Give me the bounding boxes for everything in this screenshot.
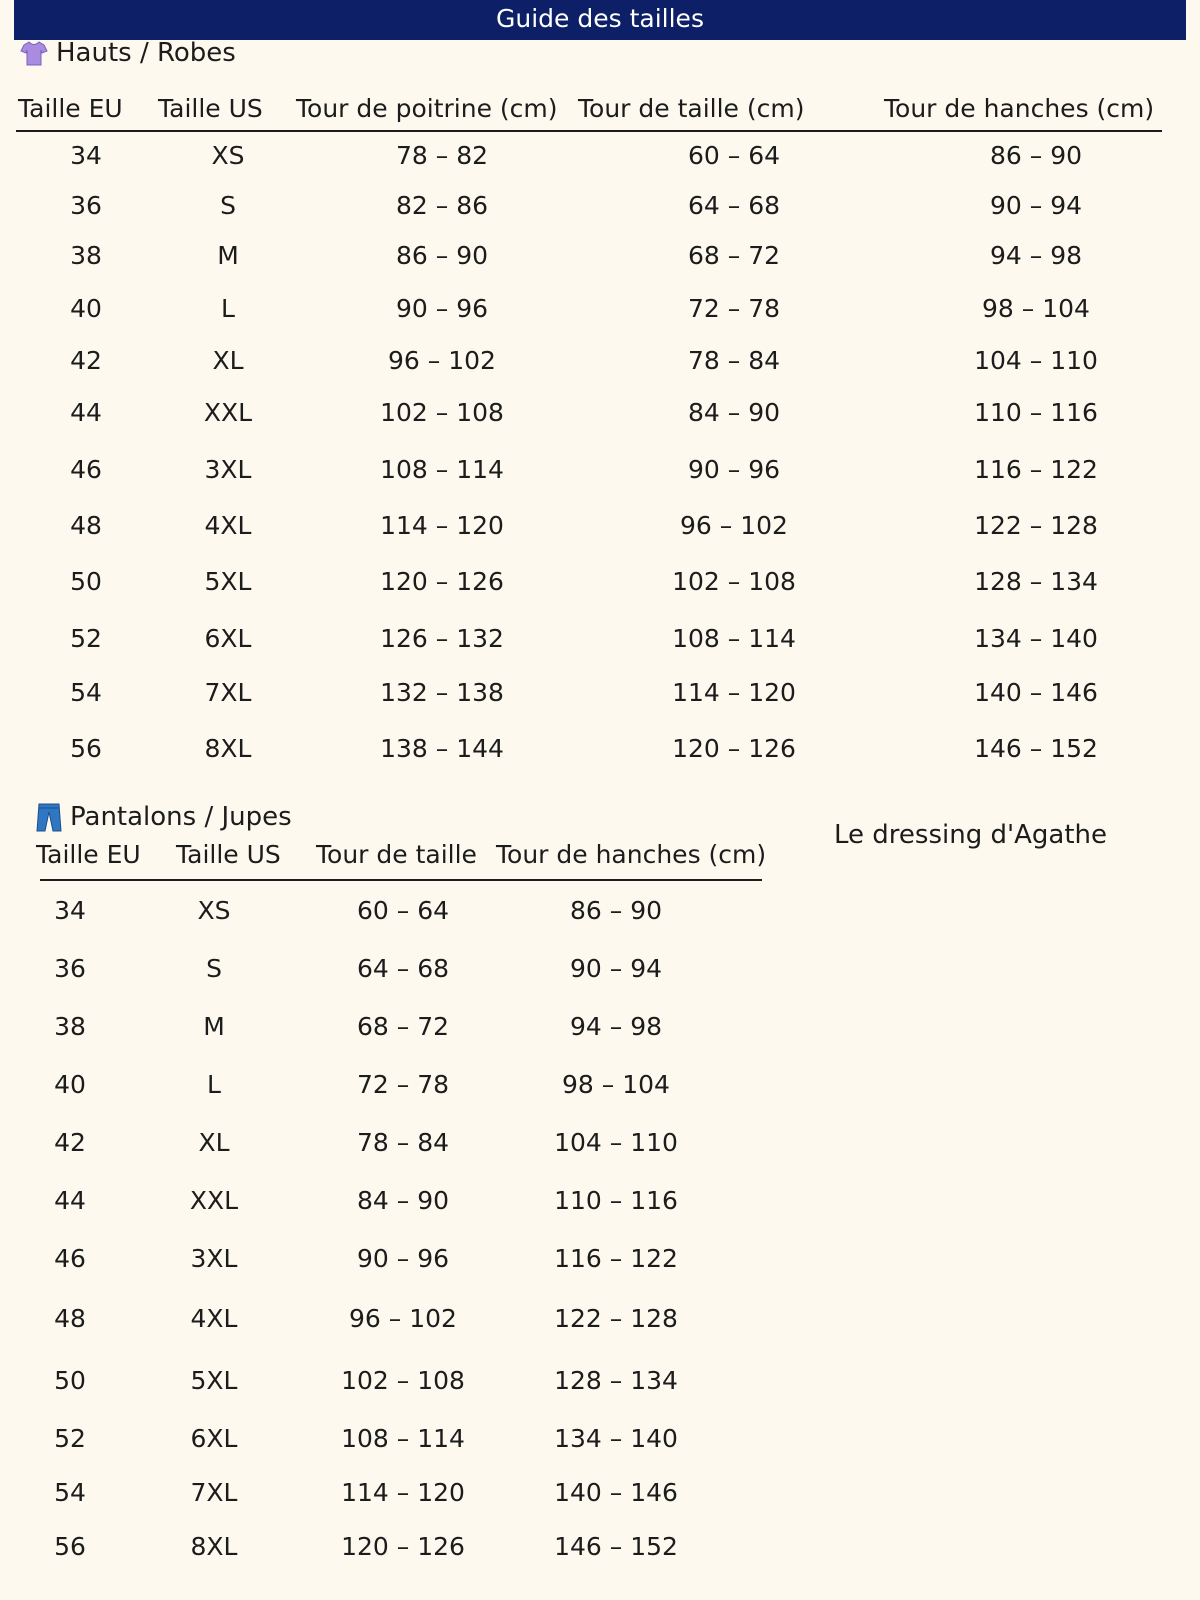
- bottoms-table-cell: S: [206, 954, 222, 983]
- bottoms-table-cell: 54: [54, 1478, 86, 1507]
- tops-table-cell: 96 – 102: [388, 346, 496, 375]
- bottoms-col-header: Taille EU: [36, 840, 141, 869]
- bottoms-table-cell: 98 – 104: [562, 1070, 670, 1099]
- tops-table-cell: S: [220, 191, 236, 220]
- tops-table-cell: 94 – 98: [989, 241, 1083, 270]
- bottoms-table-cell: M: [203, 1012, 225, 1041]
- bottoms-table-cell: 72 – 78: [356, 1070, 450, 1099]
- tops-table-cell: M: [217, 241, 239, 270]
- tops-col-header: Taille EU: [18, 94, 123, 123]
- tops-table-cell: 78 – 84: [687, 346, 781, 375]
- bottoms-table-cell: L: [207, 1070, 221, 1099]
- tops-col-header: Tour de taille (cm): [578, 94, 805, 123]
- bottoms-table-cell: 84 – 90: [356, 1186, 450, 1215]
- bottoms-table-cell: XS: [197, 896, 231, 925]
- tops-table-cell: 86 – 90: [395, 241, 489, 270]
- tops-table-cell: 116 – 122: [974, 455, 1098, 484]
- tops-table-cell: 120 – 126: [380, 567, 504, 596]
- tops-table-cell: 134 – 140: [974, 624, 1098, 653]
- bottoms-table-cell: 120 – 126: [341, 1532, 465, 1561]
- tops-table-cell: 114 – 120: [672, 678, 796, 707]
- brand-name: Le dressing d'Agathe: [834, 820, 1108, 850]
- bottoms-table-cell: 36: [54, 954, 86, 983]
- tops-table-cell: 110 – 116: [974, 398, 1098, 427]
- tops-table-cell: 104 – 110: [974, 346, 1098, 375]
- bottoms-table-cell: 3XL: [190, 1244, 238, 1273]
- tops-section-title: [20, 38, 236, 68]
- bottoms-table-cell: 56: [54, 1532, 86, 1561]
- bottoms-table-cell: XL: [198, 1128, 230, 1157]
- tops-table-cell: 140 – 146: [974, 678, 1098, 707]
- tops-col-header: Taille US: [158, 94, 263, 123]
- tops-table-cell: 64 – 68: [687, 191, 781, 220]
- tops-table-cell: 126 – 132: [380, 624, 504, 653]
- bottoms-table-cell: 108 – 114: [341, 1424, 465, 1453]
- tops-table-cell: 6XL: [204, 624, 252, 653]
- tops-table-cell: 96 – 102: [680, 511, 788, 540]
- tops-table-cell: 132 – 138: [380, 678, 504, 707]
- bottoms-table-cell: 122 – 128: [554, 1304, 678, 1333]
- tops-table-cell: 108 – 114: [672, 624, 796, 653]
- tops-table-cell: 44: [70, 398, 102, 427]
- tops-table-cell: XL: [212, 346, 244, 375]
- bottoms-table-cell: 140 – 146: [554, 1478, 678, 1507]
- bottoms-table-cell: 60 – 64: [356, 896, 450, 925]
- tops-table-cell: 3XL: [204, 455, 252, 484]
- bottoms-table-cell: 52: [54, 1424, 86, 1453]
- tops-table-cell: 78 – 82: [395, 141, 489, 170]
- shirt-icon: [20, 39, 48, 67]
- tops-header-rule: [16, 130, 1162, 132]
- bottoms-table-cell: 94 – 98: [569, 1012, 663, 1041]
- bottoms-table-cell: 90 – 96: [356, 1244, 450, 1273]
- tops-table-cell: 46: [70, 455, 102, 484]
- bottoms-table-cell: 8XL: [190, 1532, 238, 1561]
- tops-table-cell: 48: [70, 511, 102, 540]
- tops-table-cell: 128 – 134: [974, 567, 1098, 596]
- page-banner: [14, 0, 1186, 40]
- tops-table-cell: 122 – 128: [974, 511, 1098, 540]
- bottoms-col-header: Taille US: [176, 840, 281, 869]
- tops-table-cell: 40: [70, 294, 102, 323]
- tops-table-cell: 102 – 108: [672, 567, 796, 596]
- bottoms-table-cell: 78 – 84: [356, 1128, 450, 1157]
- tops-table-cell: 52: [70, 624, 102, 653]
- tops-col-header: Tour de hanches (cm): [884, 94, 1155, 123]
- bottoms-table-cell: 96 – 102: [349, 1304, 457, 1333]
- tops-table-cell: L: [221, 294, 235, 323]
- bottoms-table-cell: 90 – 94: [569, 954, 663, 983]
- tops-table-cell: 120 – 126: [672, 734, 796, 763]
- bottoms-table-cell: 38: [54, 1012, 86, 1041]
- bottoms-table-cell: 110 – 116: [554, 1186, 678, 1215]
- tops-table-cell: 68 – 72: [687, 241, 781, 270]
- tops-table-cell: 42: [70, 346, 102, 375]
- bottoms-table-cell: 34: [54, 896, 86, 925]
- bottoms-table-cell: 40: [54, 1070, 86, 1099]
- tops-table-cell: 7XL: [204, 678, 252, 707]
- tops-table-cell: 82 – 86: [395, 191, 489, 220]
- bottoms-table-cell: 42: [54, 1128, 86, 1157]
- bottoms-table-cell: 104 – 110: [554, 1128, 678, 1157]
- tops-table-cell: XS: [211, 141, 245, 170]
- tops-table-cell: 102 – 108: [380, 398, 504, 427]
- tops-table-cell: 54: [70, 678, 102, 707]
- bottoms-header-rule: [40, 879, 762, 881]
- bottoms-table-cell: 50: [54, 1366, 86, 1395]
- bottoms-table-cell: 116 – 122: [554, 1244, 678, 1273]
- tops-table-cell: 90 – 96: [687, 455, 781, 484]
- tops-table-cell: 108 – 114: [380, 455, 504, 484]
- bottoms-table-cell: 4XL: [190, 1304, 238, 1333]
- bottoms-table-cell: 146 – 152: [554, 1532, 678, 1561]
- bottoms-table-cell: 64 – 68: [356, 954, 450, 983]
- jeans-icon: [36, 802, 62, 832]
- tops-table-cell: 4XL: [204, 511, 252, 540]
- page-title: Guide des tailles: [496, 4, 704, 33]
- tops-table-cell: 36: [70, 191, 102, 220]
- bottoms-table-cell: 102 – 108: [341, 1366, 465, 1395]
- bottoms-table-cell: 114 – 120: [341, 1478, 465, 1507]
- bottoms-col-header: Tour de taille: [316, 840, 477, 869]
- tops-table-cell: XXL: [203, 398, 253, 427]
- tops-table-cell: 146 – 152: [974, 734, 1098, 763]
- tops-table-cell: 8XL: [204, 734, 252, 763]
- tops-table-cell: 60 – 64: [687, 141, 781, 170]
- bottoms-table-cell: 7XL: [190, 1478, 238, 1507]
- tops-table-cell: 86 – 90: [989, 141, 1083, 170]
- bottoms-col-header: Tour de hanches (cm): [496, 840, 767, 869]
- bottoms-table-cell: 86 – 90: [569, 896, 663, 925]
- tops-table-cell: 90 – 96: [395, 294, 489, 323]
- tops-col-header: Tour de poitrine (cm): [296, 94, 558, 123]
- bottoms-section-title: [36, 802, 292, 832]
- tops-table-cell: 84 – 90: [687, 398, 781, 427]
- bottoms-table-cell: 48: [54, 1304, 86, 1333]
- tops-table-cell: 34: [70, 141, 102, 170]
- tops-table-cell: 56: [70, 734, 102, 763]
- tops-table-cell: 90 – 94: [989, 191, 1083, 220]
- bottoms-table-cell: 6XL: [190, 1424, 238, 1453]
- bottoms-table-cell: 5XL: [190, 1366, 238, 1395]
- tops-table-cell: 50: [70, 567, 102, 596]
- bottoms-table-cell: 44: [54, 1186, 86, 1215]
- bottoms-table-cell: 68 – 72: [356, 1012, 450, 1041]
- bottoms-table-cell: 128 – 134: [554, 1366, 678, 1395]
- tops-table-cell: 138 – 144: [380, 734, 504, 763]
- bottoms-table-cell: 134 – 140: [554, 1424, 678, 1453]
- tops-title-text: Hauts / Robes: [56, 38, 236, 68]
- bottoms-title-text: Pantalons / Jupes: [70, 802, 292, 832]
- tops-table-cell: 5XL: [204, 567, 252, 596]
- tops-table-cell: 38: [70, 241, 102, 270]
- bottoms-table-cell: 46: [54, 1244, 86, 1273]
- tops-table-cell: 114 – 120: [380, 511, 504, 540]
- tops-table-cell: 72 – 78: [687, 294, 781, 323]
- tops-table-cell: 98 – 104: [982, 294, 1090, 323]
- bottoms-table-cell: XXL: [189, 1186, 239, 1215]
